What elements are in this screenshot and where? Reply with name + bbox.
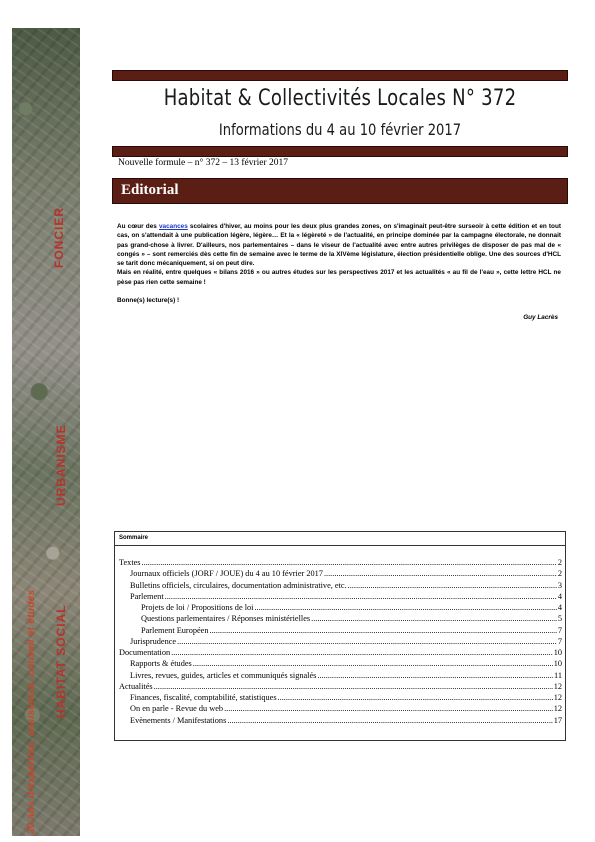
toc-entry-title: Actualités bbox=[119, 681, 153, 691]
toc-entry[interactable] bbox=[119, 670, 562, 681]
toc-entry-page: 12 bbox=[553, 693, 562, 702]
editorial-paragraph-2: Mais en réalité, entre quelques « bilans 2016 » ou autres études sur les perspectives 2017 et les actualités « au fil de l'eau », cette lettre HCL ne pèse pas rien cette semaine ! bbox=[117, 269, 561, 286]
toc-entry[interactable] bbox=[119, 658, 562, 669]
toc-leader-dots bbox=[224, 703, 553, 714]
toc-leader-dots bbox=[165, 591, 557, 602]
page-subtitle: Informations du 4 au 10 février 2017 bbox=[218, 120, 462, 139]
toc-entry-page: 4 bbox=[557, 603, 562, 612]
toc-entry-title: Projets de loi / Propositions de loi bbox=[141, 603, 254, 612]
vacances-link[interactable]: vacances bbox=[158, 223, 188, 230]
editorial-p1-end: scolaires d'hiver, au moins pour les deux plus grandes zones, on s'imaginait peut-être surseoir à cette édition et en tout cas, on s'attendait à une publication légère, légère… Et la « légèreté » de l'actualité, en principe dominée par la campagne électorale, ne donnait pas grand-chose à livrer. D'ailleurs, nos parlementaires – dans le viseur de l'actualité avec entre autres privilèges de disposer de pas mal de « congés » – sont remerciés dès cette fin de semaine avec le terme de la XIVème législature, élection présidentielle oblige. Une des sources d'HCL se tarit donc mécaniquement, si on peut dire. bbox=[117, 223, 561, 268]
header-top-bar bbox=[112, 70, 568, 81]
toc-entry-page: 2 bbox=[557, 569, 562, 579]
sidebar-tagline: 20 ans d'expertise, assistance, conseil et études bbox=[26, 589, 37, 834]
toc-entry-page: 7 bbox=[557, 625, 562, 635]
toc-entry-page: 3 bbox=[557, 580, 562, 590]
sidebar-label-foncier: FONCIER bbox=[52, 207, 66, 268]
toc-entry-page: 12 bbox=[553, 681, 562, 691]
table-of-contents bbox=[114, 531, 566, 741]
toc-entry[interactable] bbox=[119, 703, 562, 714]
toc-entry[interactable] bbox=[119, 602, 562, 613]
editorial-paragraph-3: Bonne(s) lecture(s) ! bbox=[117, 297, 180, 305]
toc-leader-dots bbox=[254, 602, 556, 613]
editorial-heading: Editorial bbox=[121, 182, 179, 198]
toc-entry-page: 10 bbox=[553, 659, 562, 669]
sidebar-label-urbanisme: URBANISME bbox=[54, 424, 68, 506]
toc-entry[interactable] bbox=[119, 557, 562, 568]
toc-divider bbox=[115, 545, 565, 546]
toc-leader-dots bbox=[193, 658, 553, 669]
edition-line: Nouvelle formule – n° 372 – 13 février 2017 bbox=[118, 158, 289, 168]
toc-entry-page: 7 bbox=[557, 636, 562, 646]
sidebar-label-habitat-social: HABITAT SOCIAL bbox=[54, 604, 68, 718]
toc-leader-dots bbox=[278, 692, 553, 703]
toc-leader-dots bbox=[171, 647, 553, 658]
toc-leader-dots bbox=[311, 613, 557, 624]
toc-entry[interactable] bbox=[119, 568, 562, 579]
toc-entry-title: Textes bbox=[119, 558, 141, 567]
toc-entry-title: Rapports & études bbox=[130, 659, 192, 669]
toc-entry[interactable] bbox=[119, 715, 562, 726]
sidebar-photo-strip bbox=[12, 28, 80, 836]
editorial-paragraph-1 bbox=[117, 222, 561, 268]
header-bottom-bar bbox=[112, 146, 568, 157]
toc-leader-dots bbox=[177, 636, 557, 647]
toc-entry-page: 11 bbox=[554, 670, 562, 680]
editorial-body bbox=[117, 222, 561, 323]
toc-entry-page: 17 bbox=[553, 715, 562, 725]
toc-entry-page: 12 bbox=[553, 704, 562, 714]
toc-entry[interactable] bbox=[119, 681, 562, 692]
toc-entry-title: On en parle - Revue du web bbox=[130, 704, 224, 714]
editorial-p1-start: Au cœur des bbox=[117, 223, 159, 230]
toc-leader-dots bbox=[154, 681, 553, 692]
toc-leader-dots bbox=[210, 625, 557, 636]
toc-entry-title: Journaux officiels (JORF / JOUE) du 4 au 10 février 2017 bbox=[130, 569, 323, 579]
toc-entry[interactable] bbox=[119, 591, 562, 602]
toc-leader-dots bbox=[142, 557, 557, 568]
toc-entry-title: Jurisprudence bbox=[130, 636, 177, 646]
toc-entry-title: Parlement bbox=[130, 591, 164, 601]
toc-entry-page: 5 bbox=[557, 614, 562, 624]
toc-entry-title: Questions parlementaires / Réponses ministérielles bbox=[141, 614, 311, 624]
page-title: Habitat & Collectivités Locales N° 372 bbox=[163, 86, 517, 111]
toc-entry-title: Bulletins officiels, circulaires, documentation administrative, etc. bbox=[130, 580, 347, 590]
toc-entry-title: Documentation bbox=[119, 648, 171, 657]
toc-heading: Sommaire bbox=[119, 535, 149, 541]
toc-entry[interactable] bbox=[119, 613, 562, 624]
toc-entry[interactable] bbox=[119, 647, 562, 658]
toc-entries bbox=[119, 557, 562, 726]
editorial-signature: Guy Lacrès bbox=[523, 314, 558, 322]
toc-entry[interactable] bbox=[119, 636, 562, 647]
toc-entry[interactable] bbox=[119, 625, 562, 636]
editorial-heading-bar bbox=[112, 178, 568, 204]
toc-leader-dots bbox=[348, 580, 557, 591]
toc-leader-dots bbox=[317, 670, 553, 681]
toc-entry[interactable] bbox=[119, 580, 562, 591]
toc-entry-title: Finances, fiscalité, comptabilité, statistiques bbox=[130, 693, 277, 702]
toc-entry-title: Livres, revues, guides, articles et communiqués signalés bbox=[130, 670, 317, 680]
toc-entry-title: Evènements / Manifestations bbox=[130, 715, 227, 725]
toc-leader-dots bbox=[227, 715, 552, 726]
toc-leader-dots bbox=[324, 568, 557, 579]
toc-entry-page: 4 bbox=[557, 591, 562, 601]
toc-entry[interactable] bbox=[119, 692, 562, 703]
toc-entry-page: 10 bbox=[553, 648, 562, 657]
toc-entry-title: Parlement Européen bbox=[141, 625, 209, 635]
toc-entry-page: 2 bbox=[557, 558, 562, 567]
